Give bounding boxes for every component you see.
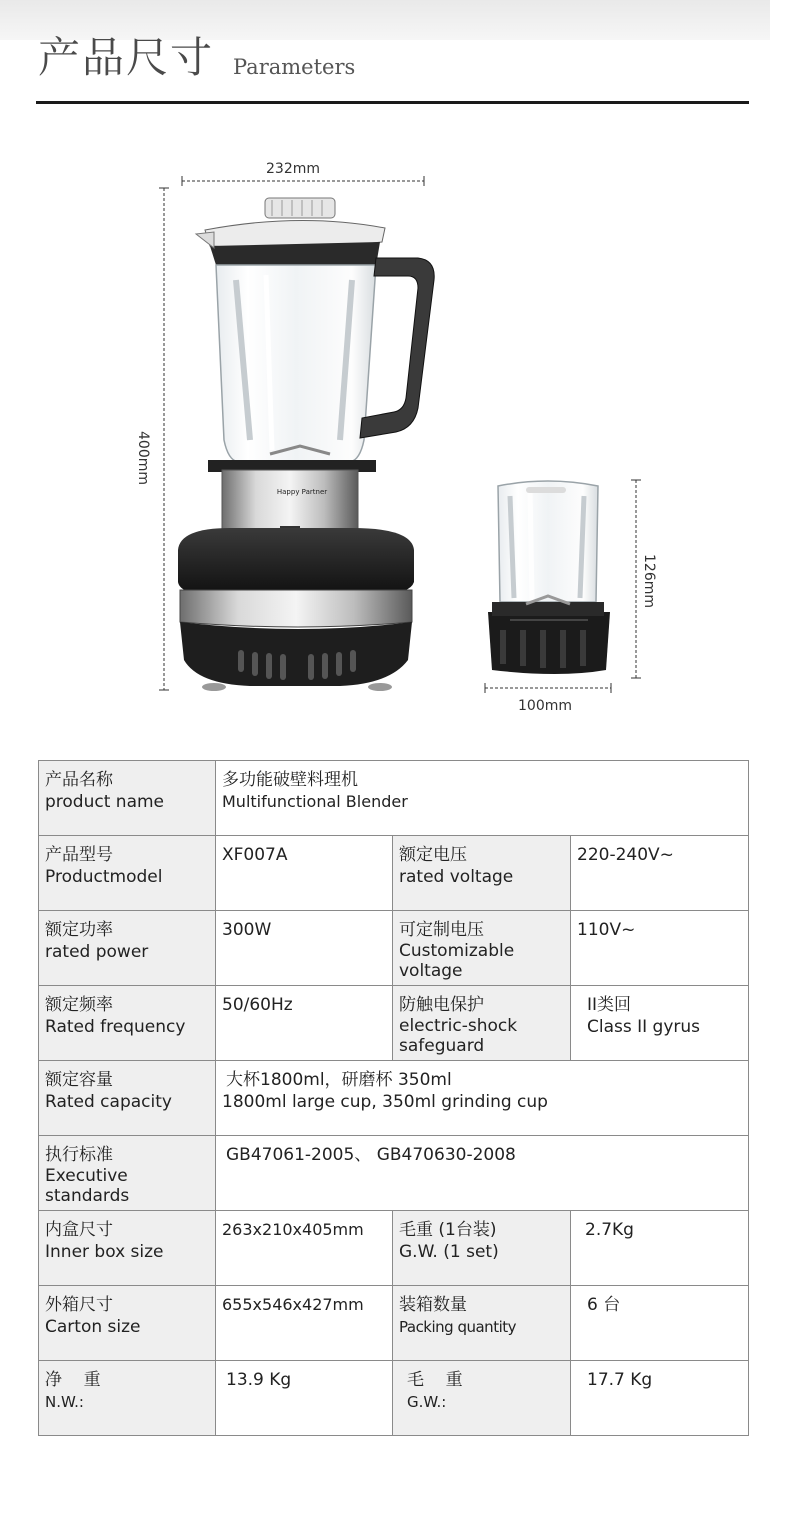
table-row bbox=[39, 986, 749, 1061]
table-row bbox=[39, 1211, 749, 1286]
value-cell: 多功能破壁料理机 Multifunctional Blender bbox=[216, 761, 749, 836]
value-cell: 50/60Hz bbox=[216, 986, 393, 1061]
grinder-width-label: 100mm bbox=[518, 698, 572, 714]
label-cell: 可定制电压 Customizable voltage bbox=[393, 911, 571, 986]
blender-drawing bbox=[0, 150, 790, 730]
product-illustration bbox=[0, 150, 790, 730]
page-title-en: Parameters bbox=[233, 55, 356, 79]
label-cell: 产品名称 product name bbox=[39, 761, 216, 836]
spec-table bbox=[38, 760, 749, 1436]
value-cell: GB47061-2005、 GB470630-2008 bbox=[216, 1136, 749, 1211]
value-cell: 13.9 Kg bbox=[216, 1361, 393, 1436]
label-cell: 装箱数量 Packing quantity bbox=[393, 1286, 571, 1361]
label-cell: 毛重 (1台装) G.W. (1 set) bbox=[393, 1211, 571, 1286]
table-row bbox=[39, 1136, 749, 1211]
value-cell: XF007A bbox=[216, 836, 393, 911]
brand-label: Happy Partner bbox=[276, 488, 328, 496]
value-cell: 655x546x427mm bbox=[216, 1286, 393, 1361]
label-cell: 额定频率 Rated frequency bbox=[39, 986, 216, 1061]
value-cell: II类回 Class II gyrus bbox=[571, 986, 749, 1061]
height-dimension-label: 400mm bbox=[135, 431, 151, 485]
value-cell: 263x210x405mm bbox=[216, 1211, 393, 1286]
value-cell: 大杯1800ml，研磨杯 350ml 1800ml large cup, 350ml grinding cup bbox=[216, 1061, 749, 1136]
table-row bbox=[39, 761, 749, 836]
value-cell: 17.7 Kg bbox=[571, 1361, 749, 1436]
label-cell: 执行标准 Executive standards bbox=[39, 1136, 216, 1211]
table-row bbox=[39, 911, 749, 986]
value-cell: 110V~ bbox=[571, 911, 749, 986]
value-cell: 6 台 bbox=[571, 1286, 749, 1361]
page-title-cn: 产品尺寸 bbox=[38, 33, 215, 82]
table-row bbox=[39, 836, 749, 911]
label-cell: 防触电保护 electric-shock safeguard bbox=[393, 986, 571, 1061]
grinder-height-label: 126mm bbox=[641, 554, 657, 608]
table-row bbox=[39, 1361, 749, 1436]
value-cell: 300W bbox=[216, 911, 393, 986]
label-cell: 净 重 N.W.: bbox=[39, 1361, 216, 1436]
value-cell: 2.7Kg bbox=[571, 1211, 749, 1286]
label-cell: 毛 重 G.W.: bbox=[393, 1361, 571, 1436]
label-cell: 额定容量 Rated capacity bbox=[39, 1061, 216, 1136]
label-cell: 外箱尺寸 Carton size bbox=[39, 1286, 216, 1361]
value-cell: 220-240V~ bbox=[571, 836, 749, 911]
label-cell: 额定电压 rated voltage bbox=[393, 836, 571, 911]
label-cell: 内盒尺寸 Inner box size bbox=[39, 1211, 216, 1286]
header-divider bbox=[36, 101, 749, 104]
label-cell: 产品型号 Productmodel bbox=[39, 836, 216, 911]
width-dimension-label: 232mm bbox=[266, 161, 320, 177]
table-row bbox=[39, 1061, 749, 1136]
label-cell: 额定功率 rated power bbox=[39, 911, 216, 986]
table-row bbox=[39, 1286, 749, 1361]
